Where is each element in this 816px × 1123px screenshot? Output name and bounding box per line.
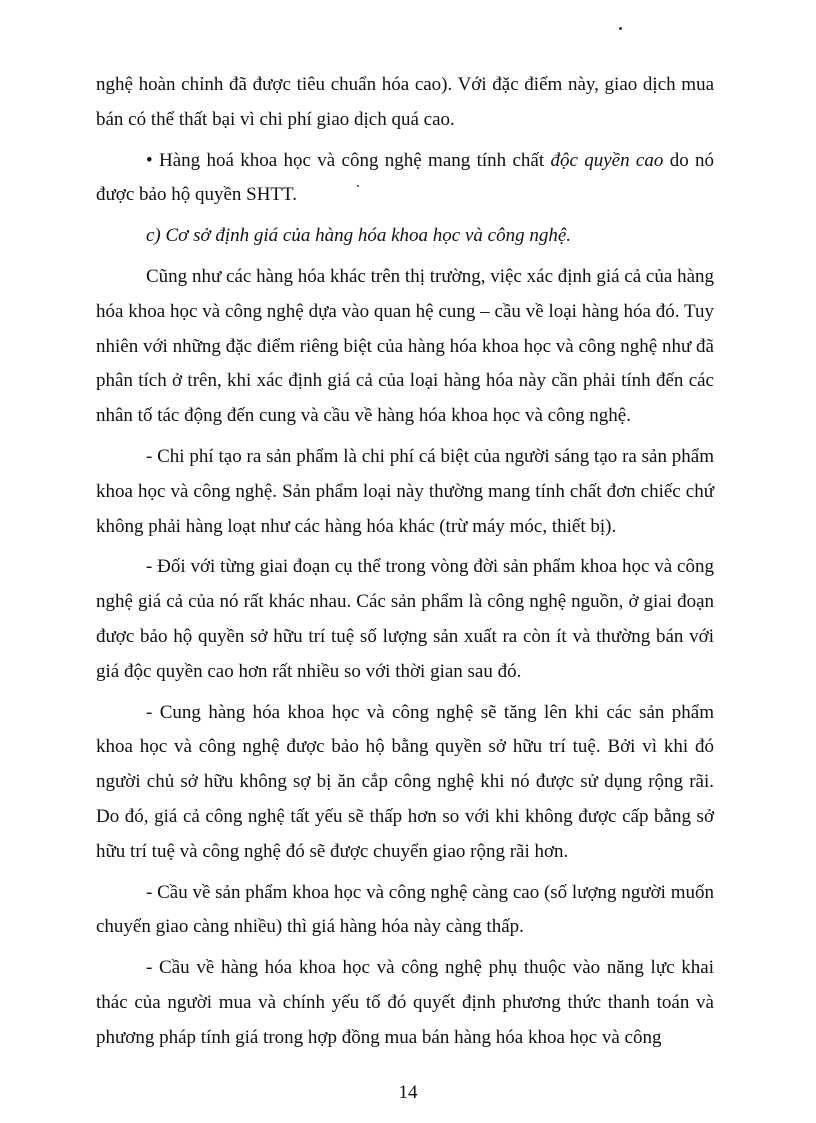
page-number: 14 xyxy=(398,1082,418,1103)
scan-speck xyxy=(619,27,622,30)
paragraph-demand-level: - Cầu về sản phẩm khoa học và công nghệ càng cao (số lượng người muốn chuyển giao càng nhiều) thì giá hàng hóa này càng thấp. xyxy=(96,881,714,938)
document-body xyxy=(96,68,714,1056)
paragraph-continuation: nghệ hoàn chỉnh đã được tiêu chuẩn hóa cao). Với đặc điểm này, giao dịch mua bán có thể thất bại vì chi phí giao dịch quá cao. xyxy=(96,74,714,130)
bullet-text-after: do nó được bảo hộ quyền SHTT. xyxy=(96,149,715,206)
emphasis-text: độc quyền cao xyxy=(550,149,664,171)
paragraph-supply-demand: Cũng như các hàng hóa khác trên thị trường, việc xác định giá cả của hàng hóa khoa học và công nghệ dựa vào quan hệ cung – cầu về loại hàng hóa đó. Tuy nhiên với những đặc điểm riêng biệt của hàng hóa khoa học và công nghệ như đã phân tích ở trên, khi xác định giá cả của loại hàng hóa này cần phải tính đến các nhân tố tác động đến cung và cầu về hàng hóa khoa học và công nghệ. xyxy=(96,265,714,427)
paragraph-lifecycle-stage: - Đối với từng giai đoạn cụ thể trong vòng đời sản phẩm khoa học và công nghệ giá cả của nó rất khác nhau. Các sản phẩm là công nghệ nguồn, ở giai đoạn được bảo hộ quyền sở hữu trí tuệ số lượng sản xuất ra còn ít và thường bán với giá độc quyền cao hơn rất nhiều so với thời gian sau đó. xyxy=(96,556,714,682)
paragraph-production-cost: - Chi phí tạo ra sản phẩm là chi phí cá biệt của người sáng tạo ra sản phẩm khoa học và công nghệ. Sản phẩm loại này thường mang tính chất đơn chiếc chứ không phải hàng loạt như các hàng hóa khác (trừ máy móc, thiết bị). xyxy=(96,445,714,537)
paragraph-supply-ip: - Cung hàng hóa khoa học và công nghệ sẽ tăng lên khi các sản phẩm khoa học và công nghệ được bảo hộ bằng quyền sở hữu trí tuệ. Bởi vì khi đó người chủ sở hữu không sợ bị ăn cắp công nghệ khi nó được sử dụng rộng rãi. Do đó, giá cả công nghệ tất yếu sẽ thấp hơn so với khi không được cấp bằng sở hữu trí tuệ và công nghệ đó sẽ được chuyển giao rộng rãi hơn. xyxy=(96,701,714,862)
paragraph-bullet-monopoly xyxy=(96,144,714,214)
bullet-text-before: • Hàng hoá khoa học và công nghệ mang tính chất xyxy=(146,149,551,171)
paragraph-demand-capacity: - Cầu về hàng hóa khoa học và công nghệ phụ thuộc vào năng lực khai thác của người mua và chính yếu tố đó quyết định phương thức thanh toán và phương pháp tính giá trong hợp đồng mua bán hàng hóa khoa học và công xyxy=(96,957,714,1048)
section-heading: c) Cơ sở định giá của hàng hóa khoa học và công nghệ. xyxy=(146,225,572,247)
